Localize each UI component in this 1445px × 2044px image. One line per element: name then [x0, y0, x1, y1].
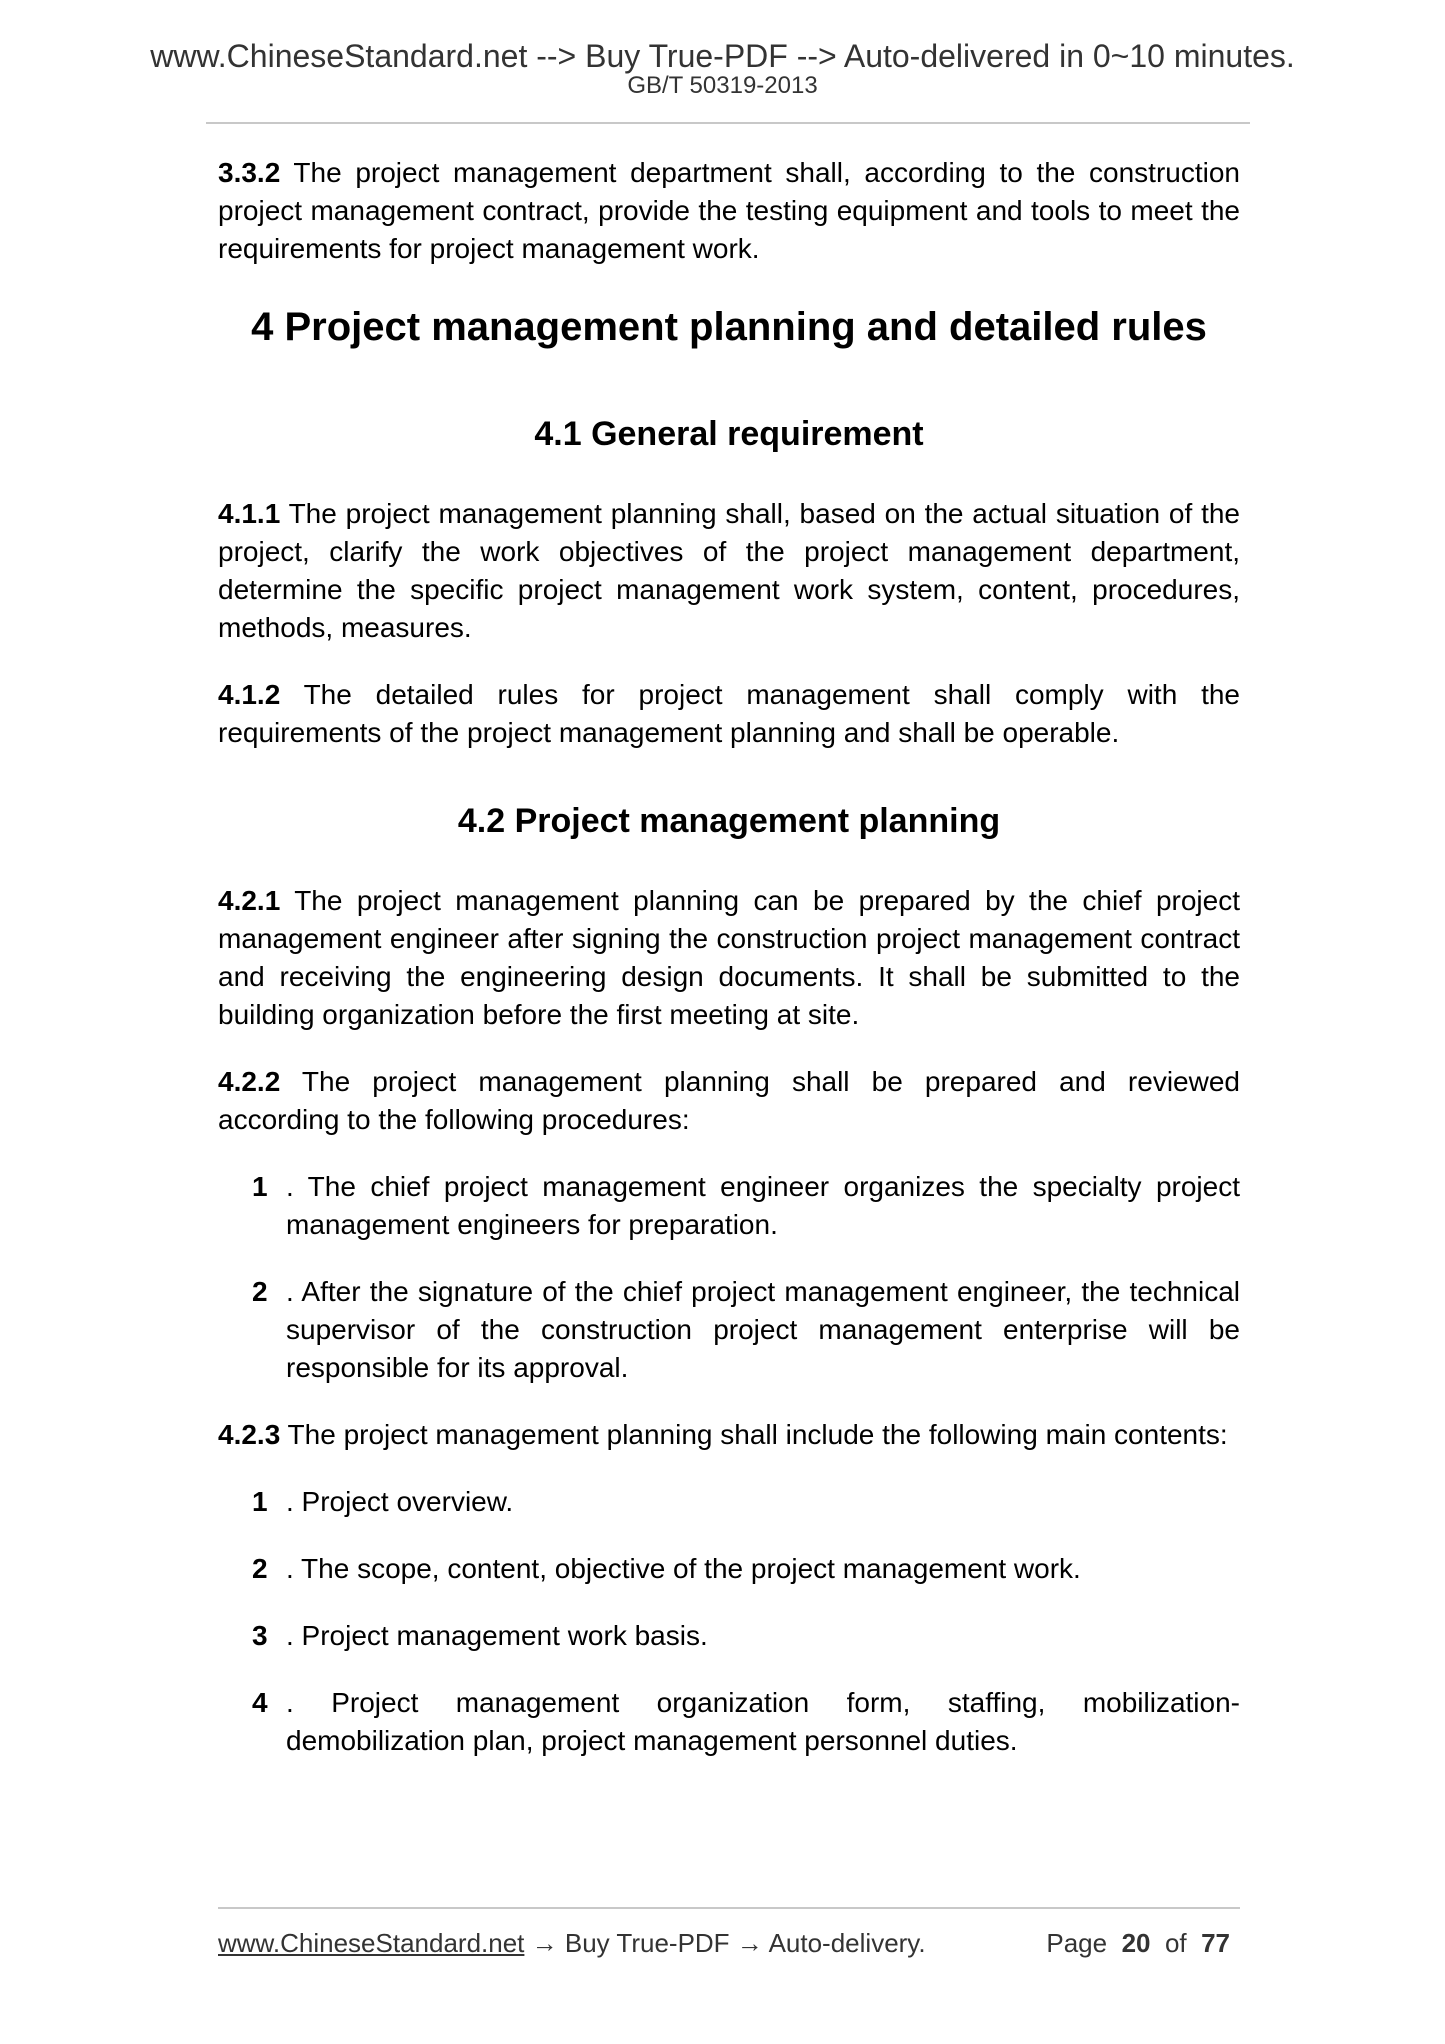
list-item-number: 2	[252, 1553, 268, 1584]
list-item	[218, 1550, 1240, 1588]
list-item-number: 1	[252, 1486, 268, 1517]
list-item-text: . The scope, content, objective of the project management work.	[286, 1553, 1081, 1584]
section-title-4-2: 4.2 Project management planning	[457, 802, 1001, 840]
clause-4-2-2	[218, 1063, 1240, 1139]
list-item	[218, 1617, 1240, 1655]
clause-3-3-2	[218, 154, 1240, 268]
clause-text: The project management planning shall include the following main contents:	[280, 1419, 1228, 1450]
footer-divider	[218, 1907, 1240, 1909]
list-item	[218, 1168, 1240, 1244]
list-item	[218, 1483, 1240, 1521]
clause-number: 3.3.2	[218, 157, 281, 188]
list-item-text: . Project management organization form, staffing, mobilization-demobilization plan, project management personnel duties.	[286, 1687, 1240, 1756]
list-item	[218, 1273, 1240, 1387]
page-total: 77	[1201, 1928, 1230, 1958]
list-item-number: 2	[252, 1276, 268, 1307]
document-body	[218, 154, 1240, 1789]
header-banner: www.ChineseStandard.net --> Buy True-PDF --> Auto-delivered in 0~10 minutes.	[150, 38, 1295, 74]
list-item-text: . Project overview.	[286, 1486, 514, 1517]
list-item-number: 4	[252, 1687, 268, 1718]
clause-4-1-2	[218, 676, 1240, 752]
clause-4-2-3	[218, 1416, 1240, 1454]
page-indicator	[1046, 1927, 1230, 1959]
page-footer	[218, 1927, 1240, 1959]
clause-4-2-1	[218, 882, 1240, 1034]
section-title-4-1: 4.1 General requirement	[534, 415, 924, 453]
clause-text: The detailed rules for project management shall comply with the requirements of the project management planning and shall be operable.	[218, 679, 1240, 748]
footer-tagline: → Buy True-PDF → Auto-delivery.	[524, 1928, 926, 1958]
list-item-text: . Project management work basis.	[286, 1620, 708, 1651]
clause-number: 4.2.2	[218, 1066, 281, 1097]
clause-number: 4.2.1	[218, 885, 281, 916]
list-item-number: 1	[252, 1171, 268, 1202]
clause-text: The project management planning shall, based on the actual situation of the project, clarify the work objectives of the project management department, determine the specific project management work system, content, procedures, methods, measures.	[218, 498, 1240, 643]
clause-text: The project management planning can be prepared by the chief project management engineer after signing the construction project management contract and receiving the engineering design documents. It shall be submitted to the building organization before the first meeting at site.	[218, 885, 1240, 1030]
page-label: Page	[1046, 1928, 1108, 1958]
clause-number: 4.1.1	[218, 498, 281, 529]
footer-link[interactable]: www.ChineseStandard.net	[218, 1928, 525, 1958]
list-item-text: . After the signature of the chief project management engineer, the technical supervisor of the construction project management enterprise will be responsible for its approval.	[286, 1276, 1240, 1383]
chapter-title: 4 Project management planning and detailed rules	[251, 305, 1207, 349]
clause-number: 4.1.2	[218, 679, 281, 710]
clause-number: 4.2.3	[218, 1419, 281, 1450]
header-divider	[206, 122, 1250, 124]
list-item-number: 3	[252, 1620, 268, 1651]
list-item-text: . The chief project management engineer organizes the specialty project management engineers for preparation.	[286, 1171, 1240, 1240]
clause-4-1-1	[218, 495, 1240, 647]
clause-text: The project management department shall, according to the construction project management contract, provide the testing equipment and tools to meet the requirements for project management work.	[218, 157, 1240, 264]
of-label: of	[1164, 1928, 1187, 1958]
standard-code: GB/T 50319-2013	[627, 72, 818, 99]
list-item	[218, 1684, 1240, 1760]
page-number: 20	[1121, 1928, 1151, 1958]
clause-text: The project management planning shall be prepared and reviewed according to the following procedures:	[218, 1066, 1240, 1135]
